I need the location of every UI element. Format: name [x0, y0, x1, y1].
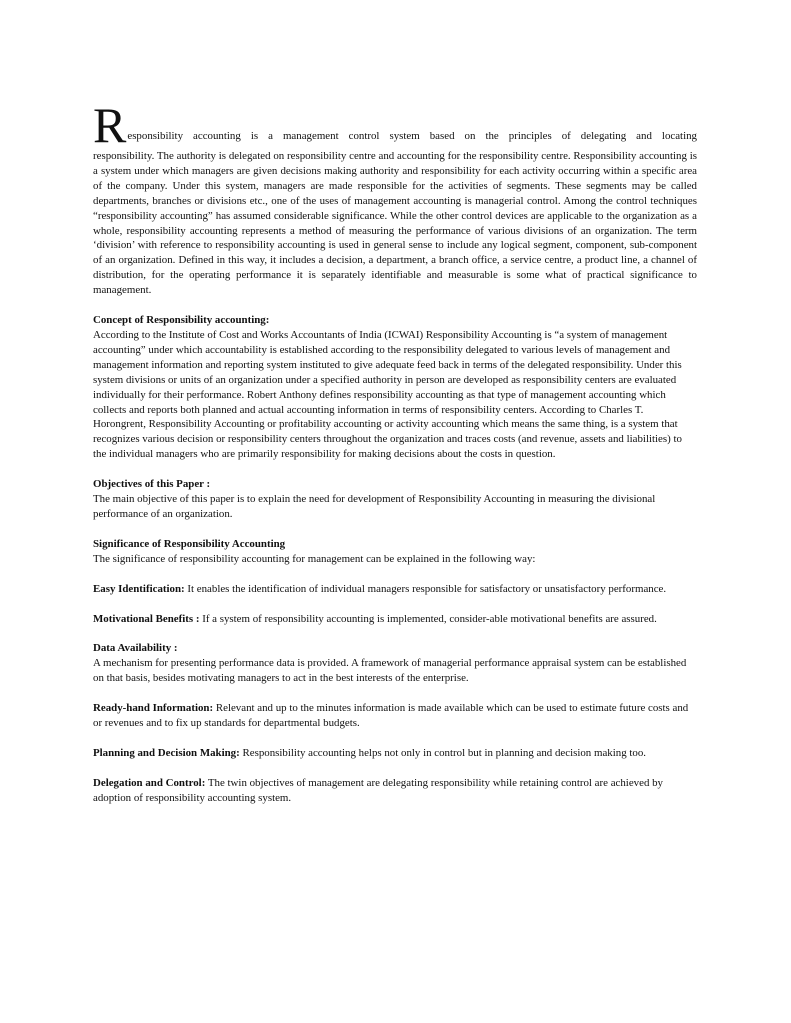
item-ready-text: Relevant and up to the minutes information is made available which can be used to estimate future costs and or revenues and to fix up standards for departmental budgets.	[93, 702, 689, 730]
item-delegation-text: The twin objectives of management are delegating responsibility while retaining control are achieved by adoption of responsibility accounting system.	[93, 776, 664, 804]
item-delegation-label: Delegation and Control:	[93, 776, 206, 789]
intro-first-line	[93, 97, 697, 153]
item-easy-paragraph	[93, 582, 697, 597]
item-planning-decision	[93, 746, 697, 761]
item-easy-label: Easy Identification:	[93, 582, 185, 595]
concept-body: According to the Institute of Cost and Works Accountants of India (ICWAI) Responsibility Accounting is “a system of management accounting” under which accountability is established according to the responsibility delegated to various levels of management and management information and reporting system instituted to give adequate feed back in terms of the delegated responsibility. Under this system divisions or units of an organization under a specified authority in person are developed as responsibility centers are evaluated individually for their performance. Robert Anthony defines responsibility accounting as that type of management accounting which collects and reports both planned and actual accounting information in terms of responsibility centers. According to Charles T. Horongrent, Responsibility Accounting or profitability accounting or activity accounting which means the same thing, is a system that recognizes various decision or responsibility centers throughout the organization and traces costs (and revenue, assets and liabilities) to the individual managers who are primarily responsibility for making decisions about the costs in question.	[93, 328, 682, 461]
item-delegation-control	[93, 776, 697, 806]
document-body	[93, 97, 697, 806]
item-motivational-text: If a system of responsibility accounting is implemented, consider-able motivational benefits are assured.	[199, 612, 657, 625]
objectives-body: The main objective of this paper is to explain the need for development of Responsibility Accounting in measuring the divisional performance of an organization.	[93, 493, 656, 520]
item-ready-paragraph	[93, 701, 697, 731]
item-delegation-paragraph	[93, 776, 697, 806]
item-motivational-benefits	[93, 612, 697, 627]
item-planning-label: Planning and Decision Making:	[93, 747, 240, 759]
item-data-availability	[93, 641, 697, 686]
item-motivational-paragraph	[93, 612, 697, 627]
item-easy-identification	[93, 582, 697, 597]
item-ready-hand-information	[93, 701, 697, 731]
item-planning-text: Responsibility accounting helps not only in control but in planning and decision making too.	[239, 747, 647, 759]
significance-body: The significance of responsibility accounting for management can be explained in the following way:	[93, 552, 536, 565]
item-planning-paragraph	[93, 746, 697, 761]
intro-paragraph-text: responsibility. The authority is delegated on responsibility centre and accounting for the responsibility centre. Responsibility accounting is a system under which managers are given decisions making authority and responsibility for each activity occurring within a specific area of the company. Under this system, managers are made responsible for the activities of segments. These segments may be called departments, branches or divisions etc., one of the uses of management accounting is managerial control. Among the control techniques “responsibility accounting” has assumed considerable significance. While the other control devices are applicable to the organization as a whole, responsibility accounting represents a method of measuring the performance of various divisions of an organization. The term ‘division’ with reference to responsibility accounting is used in general sense to include any logical segment, component, sub-component of an organization. Defined in this way, it includes a decision, a department, a branch office, a service centre, a product line, a channel of distribution, for the operating performance it is separately identifiable and measurable is some what of practical significance to management.	[93, 150, 697, 297]
significance-heading: Significance of Responsibility Accounting	[93, 537, 286, 550]
intro-paragraph	[93, 149, 697, 298]
objectives-heading: Objectives of this Paper :	[93, 478, 211, 491]
concept-heading: Concept of Responsibility accounting:	[93, 314, 270, 327]
objectives-section	[93, 477, 697, 522]
item-data-label: Data Availability :	[93, 642, 178, 655]
item-motivational-label: Motivational Benefits :	[93, 612, 200, 625]
drop-cap: R	[93, 97, 127, 153]
intro-first-line-text: esponsibility accounting is a management control system based on the principles of delegating and locating	[127, 130, 697, 143]
item-ready-label: Ready-hand Information:	[93, 702, 214, 715]
item-easy-text: It enables the identification of individual managers responsible for satisfactory or unsatisfactory performance.	[184, 582, 667, 595]
concept-section	[93, 313, 697, 462]
significance-section	[93, 537, 697, 567]
item-data-text: A mechanism for presenting performance data is provided. A framework of managerial performance appraisal system can be established on that basis, besides motivating managers to act in the best interests of the enterprise.	[93, 657, 687, 685]
